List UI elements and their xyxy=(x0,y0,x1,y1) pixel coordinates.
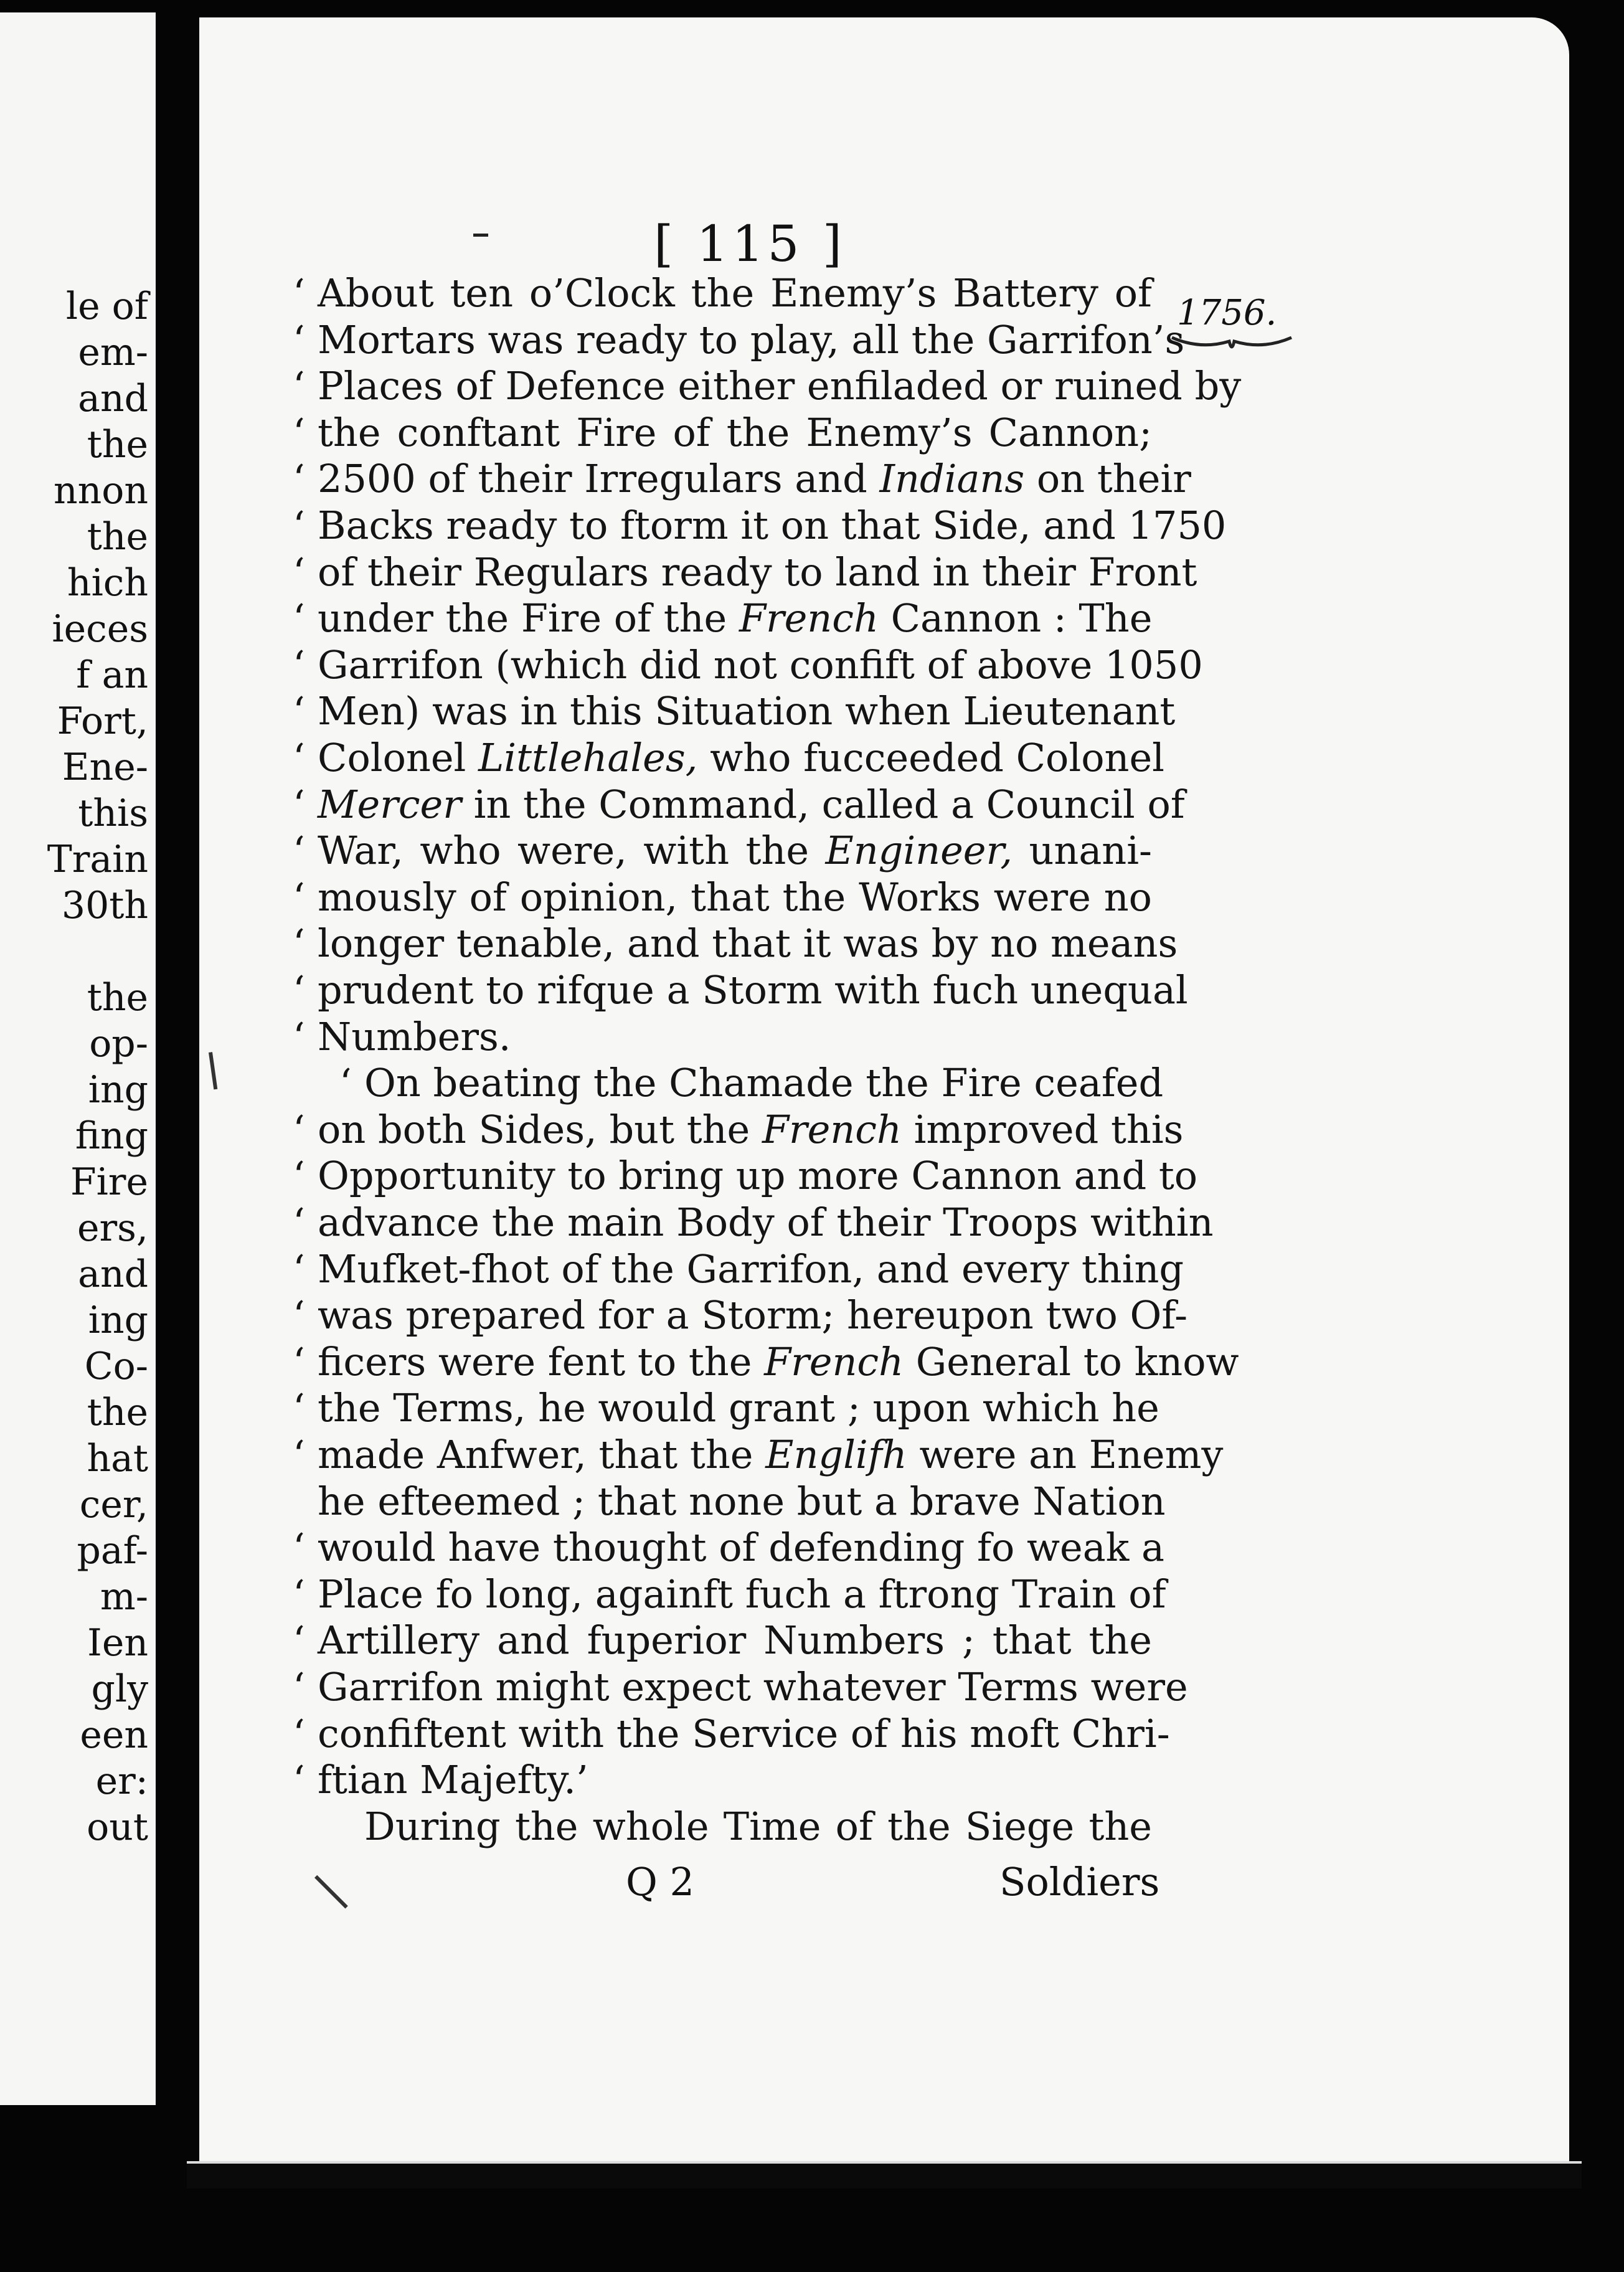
facing-page-line: Train xyxy=(47,838,148,881)
line-text: on their xyxy=(1024,456,1191,502)
quote-mark: ‘ xyxy=(293,503,305,548)
text-line xyxy=(293,781,1185,827)
italic-word: Indians xyxy=(879,456,1025,502)
quote-mark: ‘ xyxy=(293,1385,305,1431)
text-line xyxy=(318,1478,1166,1524)
facing-page-line: the xyxy=(87,515,148,559)
facing-page-line: and xyxy=(78,377,148,420)
quote-mark: ‘ xyxy=(293,1757,305,1803)
text-line xyxy=(293,921,1178,967)
facing-page-line: f an xyxy=(76,653,148,697)
line-text: would have thought of defending fo weak a xyxy=(318,1525,1164,1571)
quote-mark: ‘ xyxy=(293,688,305,734)
text-line xyxy=(339,1060,1164,1106)
line-text: he efteemed ; that none but a brave Nation xyxy=(318,1478,1166,1524)
quote-mark: ‘ xyxy=(293,1432,305,1477)
text-line xyxy=(293,1246,1184,1292)
line-text: unani- xyxy=(1013,828,1152,874)
text-line xyxy=(293,828,1152,874)
quote-mark: ‘ xyxy=(293,874,305,920)
text-line xyxy=(293,1664,1188,1710)
italic-word: Littlehales, xyxy=(478,735,698,780)
text-line xyxy=(293,1432,1224,1477)
facing-page-line: op- xyxy=(89,1022,148,1066)
facing-page-line: hat xyxy=(87,1437,148,1480)
text-line xyxy=(293,1292,1188,1338)
margin-year-note: 1756. xyxy=(1177,293,1277,333)
line-text: were an Enemy xyxy=(907,1432,1224,1477)
page-edge xyxy=(187,2161,1582,2189)
text-line xyxy=(293,1757,1152,1803)
line-text: About ten o’Clock the Enemy’s Battery of xyxy=(318,270,1152,316)
facing-page-line: een xyxy=(80,1713,148,1757)
text-line xyxy=(293,1617,1152,1664)
text-line xyxy=(293,1710,1170,1756)
quote-mark: ‘ xyxy=(293,1246,305,1292)
quote-mark: ‘ xyxy=(293,1338,305,1384)
header-dash xyxy=(473,234,488,237)
line-text: under the Fire of the xyxy=(318,595,739,641)
line-text: Backs ready to ftorm it on that Side, and 1750 xyxy=(318,503,1227,548)
italic-word: French xyxy=(739,595,879,641)
text-line xyxy=(293,595,1153,641)
quote-mark: ‘ xyxy=(293,1013,305,1059)
text-line xyxy=(293,456,1191,502)
text-line xyxy=(293,363,1242,409)
text-line xyxy=(364,1804,1152,1849)
line-text: ftian Majefty.’ xyxy=(318,1757,588,1803)
quote-mark: ‘ xyxy=(293,735,305,780)
line-text: Cannon : The xyxy=(878,595,1153,641)
quote-mark: ‘ xyxy=(293,1525,305,1571)
text-line xyxy=(293,549,1197,595)
italic-word: Engineer, xyxy=(825,828,1013,874)
line-text: Mortars was ready to play, all the Garrifon’s xyxy=(318,316,1185,362)
facing-page-line: Ene- xyxy=(62,746,148,789)
text-line xyxy=(293,316,1185,362)
facing-page-fragment xyxy=(0,12,156,2105)
facing-page-line: the xyxy=(87,1391,148,1434)
facing-page-line: nnon xyxy=(53,469,148,513)
line-text: Opportunity to bring up more Cannon and to xyxy=(318,1153,1198,1199)
text-line xyxy=(293,503,1227,548)
text-line xyxy=(293,270,1152,316)
line-text: Artillery and fuperior Numbers ; that the xyxy=(318,1617,1152,1664)
quote-mark: ‘ xyxy=(293,1617,305,1664)
facing-page-line: 30th xyxy=(61,884,148,927)
line-text: During the whole Time of the Siege the xyxy=(364,1803,1152,1849)
line-text: Men) was in this Situation when Lieutenant xyxy=(318,688,1176,734)
quote-mark: ‘ xyxy=(293,595,305,641)
line-text: Colonel xyxy=(318,735,479,780)
line-text: of their Regulars ready to land in their Front xyxy=(318,549,1197,595)
facing-page-line: le of xyxy=(65,285,148,328)
italic-word: Mercer xyxy=(318,781,461,827)
quote-mark: ‘ xyxy=(293,1664,305,1710)
quote-mark: ‘ xyxy=(293,641,305,688)
italic-word: Englifh xyxy=(765,1432,907,1477)
text-line xyxy=(293,1106,1184,1152)
line-text: Garrifon might expect whatever Terms were xyxy=(318,1664,1188,1710)
line-text: ficers were fent to the xyxy=(318,1338,765,1384)
quote-mark: ‘ xyxy=(293,1710,305,1756)
catchword: Soldiers xyxy=(999,1859,1160,1905)
facing-page-line: em- xyxy=(78,331,148,374)
text-line xyxy=(293,874,1152,920)
facing-page-line: er: xyxy=(95,1759,148,1803)
quote-mark: ‘ xyxy=(293,363,305,409)
italic-word: French xyxy=(764,1338,904,1384)
quote-mark: ‘ xyxy=(293,1153,305,1199)
text-line xyxy=(293,1525,1164,1571)
facing-page-line: Fort, xyxy=(57,699,148,743)
line-text: on both Sides, but the xyxy=(318,1106,762,1152)
quote-mark: ‘ xyxy=(293,967,305,1013)
quote-mark: ‘ xyxy=(293,1200,305,1245)
text-line xyxy=(293,1338,1239,1384)
line-text: Mufket-fhot of the Garrifon, and every thing xyxy=(318,1246,1184,1292)
facing-page-line: cer, xyxy=(79,1483,148,1527)
line-text: Places of Defence either enfiladed or ruined by xyxy=(318,363,1242,409)
text-line xyxy=(293,688,1176,734)
margin-brace-icon xyxy=(1169,331,1294,356)
facing-page-line: ieces xyxy=(52,607,148,651)
page-number: [ 115 ] xyxy=(654,215,846,273)
facing-page-line: hich xyxy=(67,561,148,605)
facing-page-line: ing xyxy=(88,1299,148,1342)
facing-page-line: m- xyxy=(100,1575,148,1619)
line-text: was prepared for a Storm; hereupon two Of- xyxy=(318,1292,1188,1338)
facing-page-line: paf- xyxy=(77,1529,148,1573)
line-text: Numbers. xyxy=(318,1013,511,1059)
line-text: who fucceeded Colonel xyxy=(697,735,1164,780)
text-line xyxy=(293,1200,1214,1245)
line-text: improved this xyxy=(901,1106,1184,1152)
facing-page-line: Fire xyxy=(70,1160,148,1204)
quote-mark: ‘ xyxy=(293,1292,305,1338)
line-text: longer tenable, and that it was by no means xyxy=(318,921,1178,967)
line-text: in the Command, called a Council of xyxy=(461,781,1185,827)
line-text: the Terms, he would grant ; upon which he xyxy=(318,1385,1159,1431)
quote-mark: ‘ xyxy=(293,921,305,967)
quote-mark: ‘ xyxy=(293,828,305,874)
text-line xyxy=(293,409,1152,455)
facing-page-line: this xyxy=(78,792,148,835)
facing-page-line: and xyxy=(78,1252,148,1296)
text-line xyxy=(293,735,1164,780)
line-text: On beating the Chamade the Fire ceafed xyxy=(364,1060,1164,1106)
quote-mark: ‘ xyxy=(293,409,305,455)
line-text: mously of opinion, that the Works were no xyxy=(318,874,1152,920)
line-text: the conftant Fire of the Enemy’s Cannon; xyxy=(318,409,1152,455)
facing-page-line: ing xyxy=(88,1068,148,1112)
quote-mark: ‘ xyxy=(293,456,305,502)
line-text: General to know xyxy=(904,1338,1239,1384)
line-text: War, who were, with the xyxy=(318,828,826,874)
quote-mark: ‘ xyxy=(293,1106,305,1152)
facing-page-line: ers, xyxy=(77,1206,148,1250)
quote-mark: ‘ xyxy=(293,270,305,316)
text-line xyxy=(293,1013,1152,1059)
facing-page-line: Co- xyxy=(84,1345,148,1388)
facing-page-line: out xyxy=(87,1806,148,1849)
line-text: Place fo long, againft fuch a ftrong Train of xyxy=(318,1571,1166,1617)
text-line xyxy=(293,1571,1166,1617)
quote-mark: ‘ xyxy=(293,316,305,362)
facing-page-line: the xyxy=(87,976,148,1020)
text-line xyxy=(293,967,1188,1013)
text-line xyxy=(293,1153,1198,1199)
signature-mark: Q 2 xyxy=(626,1859,694,1905)
text-line xyxy=(293,641,1203,688)
line-text: prudent to rifque a Storm with fuch unequal xyxy=(318,967,1188,1013)
line-text: made Anfwer, that the xyxy=(318,1432,766,1477)
facing-page-line: the xyxy=(87,423,148,466)
italic-word: French xyxy=(762,1106,902,1152)
quote-mark: ‘ xyxy=(293,1571,305,1617)
quote-mark: ‘ xyxy=(293,781,305,827)
facing-page-line: fing xyxy=(75,1114,148,1158)
text-line xyxy=(293,1385,1159,1431)
line-text: Garrifon (which did not confift of above 1050 xyxy=(318,641,1203,688)
facing-page-line: Ien xyxy=(87,1621,148,1665)
line-text: 2500 of their Irregulars and xyxy=(318,456,880,502)
line-text: advance the main Body of their Troops within xyxy=(318,1200,1214,1245)
quote-mark: ‘ xyxy=(339,1060,352,1106)
facing-page-line: gly xyxy=(91,1667,148,1711)
line-text: confiftent with the Service of his moft Chri- xyxy=(318,1710,1170,1756)
quote-mark: ‘ xyxy=(293,549,305,595)
